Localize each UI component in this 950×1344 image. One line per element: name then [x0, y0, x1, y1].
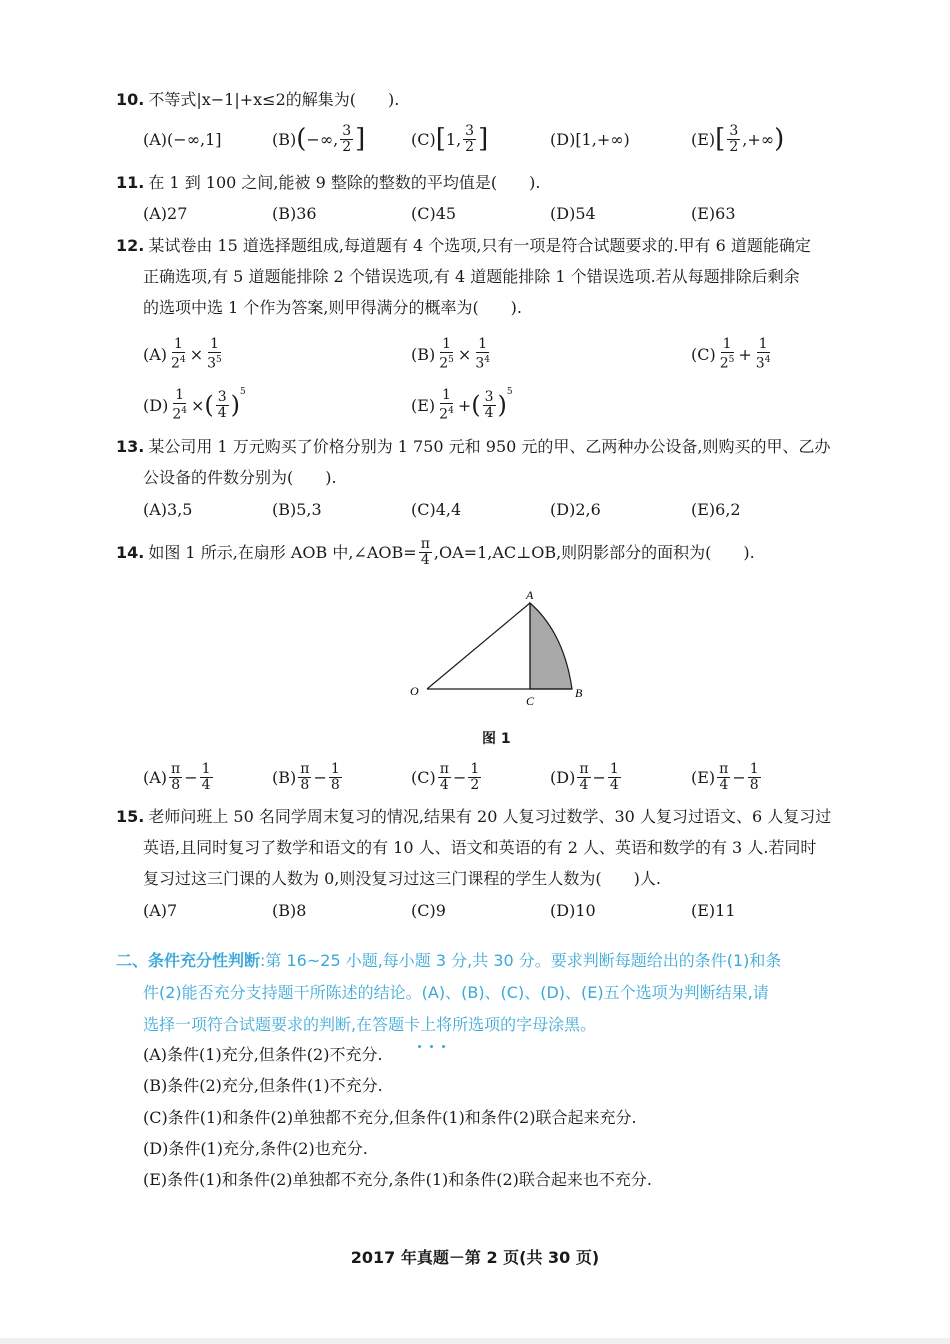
fraction — [169, 337, 188, 372]
option-e: (E)63 — [691, 203, 736, 223]
denominator: 4 — [201, 776, 211, 793]
fraction — [748, 762, 761, 793]
base: 2 — [719, 355, 729, 372]
option-a: (A)(−∞,1] — [143, 129, 222, 149]
fraction — [577, 762, 590, 793]
fraction — [463, 124, 476, 155]
question-line: 某试卷由 15 道选择题组成,每道题有 4 个选项,只有一项是符合试题要求的.甲有 6 道题能确定 — [148, 236, 811, 255]
option-label: (B) — [411, 344, 436, 364]
numerator: 1 — [201, 760, 211, 777]
question-number: 15. — [116, 807, 145, 826]
numerator: 1 — [173, 335, 183, 352]
operator: + — [457, 395, 472, 415]
page-bottom-edge — [0, 1338, 950, 1344]
fraction — [473, 337, 492, 372]
question-10-options — [143, 122, 883, 156]
exponent: 4 — [484, 354, 490, 365]
numerator: 1 — [442, 335, 452, 352]
section-2-instructions — [116, 945, 886, 1041]
option-label: (B) — [272, 129, 297, 149]
denominator: 8 — [749, 776, 759, 793]
option-c — [411, 122, 488, 156]
label-a: A — [526, 588, 534, 602]
question-line: 英语,且同时复习了数学和语文的有 10 人、语文和英语的有 2 人、英语和数学的有 3 人.若同时 — [143, 838, 817, 857]
question-14 — [116, 534, 886, 570]
option-b: (B)5,3 — [272, 499, 322, 519]
numerator: 1 — [758, 335, 768, 352]
option-label: (A) — [143, 344, 168, 364]
exponent: 4 — [764, 354, 771, 365]
operator: × — [190, 395, 205, 415]
paren: ) — [497, 391, 507, 419]
question-number: 10. — [116, 90, 145, 109]
base: 3 — [475, 355, 485, 372]
bracket: ) — [774, 124, 785, 154]
fraction — [717, 762, 730, 793]
question-line: 正确选项,有 5 道题能排除 2 个错误选项,有 4 道题能排除 1 个错误选项.若从每题排除后剩余 — [143, 267, 800, 286]
condition-e: (E)条件(1)和条件(2)单独都不充分,条件(1)和条件(2)联合起来也不充分. — [143, 1170, 652, 1189]
base: 3 — [207, 355, 217, 372]
denominator: 2 — [465, 138, 475, 155]
label-b: B — [575, 686, 583, 700]
numerator: 1 — [609, 760, 619, 777]
denominator — [718, 353, 737, 372]
operator: − — [452, 767, 467, 787]
option-label: (B) — [272, 767, 297, 787]
fraction — [340, 124, 353, 155]
fraction — [727, 124, 740, 155]
question-13 — [116, 431, 886, 493]
operator: − — [184, 767, 198, 787]
question-number: 11. — [116, 173, 145, 192]
denominator: 4 — [420, 551, 430, 568]
question-12 — [116, 230, 886, 323]
condition-b: (B)条件(2)充分,但条件(1)不充分. — [143, 1076, 383, 1095]
base: 2 — [439, 406, 449, 423]
question-line: 公设备的件数分别为( ). — [143, 468, 337, 487]
option-label: (C) — [411, 129, 436, 149]
question-stem-post: ,OA=1,AC⊥OB,则阴影部分的面积为( ). — [433, 542, 755, 562]
fraction — [169, 762, 182, 793]
question-number: 14. — [116, 542, 145, 562]
option-e — [691, 122, 784, 156]
denominator: 8 — [300, 776, 310, 793]
question-14-options — [143, 757, 883, 797]
option-d — [550, 757, 623, 797]
option-label: (E) — [411, 395, 436, 415]
exponent: 5 — [240, 387, 246, 397]
fraction — [468, 762, 481, 793]
option-b — [411, 334, 494, 374]
denominator: 4 — [579, 776, 589, 793]
paren: ) — [230, 391, 241, 419]
exponent: 5 — [506, 387, 513, 397]
option-label: (E) — [691, 129, 716, 149]
question-11-options — [143, 196, 883, 230]
question-number: 13. — [116, 437, 145, 456]
section-title: 二、条件充分性判断 — [116, 951, 261, 970]
question-15 — [116, 801, 886, 894]
option-b — [272, 122, 365, 156]
option-c: (C)9 — [411, 900, 446, 920]
option-a — [143, 334, 226, 374]
bracket: ] — [478, 124, 489, 154]
numerator: 1 — [175, 386, 185, 403]
fraction — [483, 390, 496, 421]
bracket: [ — [435, 124, 446, 154]
numerator: π — [719, 760, 729, 777]
fraction — [205, 337, 224, 372]
bracket: ] — [355, 124, 366, 154]
option-b: (B)36 — [272, 203, 317, 223]
numerator: π — [420, 535, 430, 552]
operator: × — [457, 344, 472, 364]
exponent: 4 — [179, 354, 186, 365]
numerator: 1 — [442, 386, 451, 403]
base: 3 — [755, 355, 765, 372]
numerator: π — [439, 760, 449, 777]
fraction — [718, 337, 737, 372]
figure-1-sector — [400, 585, 600, 715]
option-c — [691, 334, 774, 374]
shaded-region — [530, 603, 572, 689]
numerator: 3 — [484, 388, 494, 405]
base: 2 — [439, 355, 449, 372]
denominator: 4 — [439, 776, 449, 793]
figure-caption: 图 1 — [482, 731, 511, 747]
emphasis-dots — [418, 1033, 458, 1039]
option-a — [143, 757, 215, 797]
question-15-options — [143, 893, 883, 927]
segment-oa — [427, 603, 530, 689]
option-label: (E) — [691, 767, 716, 787]
condition-a: (A)条件(1)充分,但条件(2)不充分. — [143, 1045, 383, 1064]
option-d: (D)2,6 — [550, 499, 601, 519]
question-line: 复习过这三门课的人数为 0,则没复习过这三门课程的学生人数为( )人. — [143, 869, 661, 888]
denominator: 2 — [342, 138, 352, 155]
fraction — [298, 762, 311, 793]
bracket: [ — [715, 124, 726, 154]
option-label: (C) — [411, 767, 436, 787]
fraction — [216, 390, 229, 421]
question-stem-pre: 如图 1 所示,在扇形 AOB 中,∠AOB= — [148, 542, 417, 562]
denominator: 4 — [484, 404, 494, 421]
denominator — [169, 353, 188, 372]
section-line: :第 16~25 小题,每小题 3 分,共 30 分。要求判断每题给出的条件(1)和条 — [260, 951, 782, 970]
option-a: (A)7 — [143, 900, 178, 920]
numerator: 1 — [330, 760, 340, 777]
option-e: (E)11 — [691, 900, 736, 920]
numerator: 3 — [729, 122, 739, 139]
fraction — [200, 762, 213, 793]
denominator — [437, 404, 456, 423]
option-d — [143, 385, 246, 425]
option-e: (E)6,2 — [691, 499, 741, 519]
question-stem: 不等式|x−1|+x≤2的解集为( ). — [148, 90, 400, 109]
question-11 — [116, 167, 886, 198]
numerator: π — [579, 760, 589, 777]
base: 2 — [171, 355, 180, 372]
fraction — [419, 537, 432, 568]
option-a: (A)3,5 — [143, 499, 193, 519]
bracket: ( — [296, 124, 307, 154]
operator: − — [592, 767, 606, 787]
section-line: 件(2)能否充分支持题干所陈述的结论。(A)、(B)、(C)、(D)、(E)五个选项为判断结果,请 — [143, 983, 769, 1002]
exponent: 4 — [448, 405, 454, 416]
numerator: 1 — [478, 335, 488, 352]
exponent: 5 — [448, 354, 454, 365]
exponent: 5 — [216, 354, 222, 365]
question-line: 老师问班上 50 名同学周末复习的情况,结果有 20 人复习过数学、30 人复习过语文、6 人复习过 — [148, 807, 832, 826]
option-d: (D)10 — [550, 900, 596, 920]
page-footer: 2017 年真题－第 2 页(共 30 页) — [350, 1248, 600, 1267]
denominator: 4 — [719, 776, 729, 793]
option-label: (A) — [143, 767, 168, 787]
exponent: 4 — [181, 405, 187, 416]
numerator: 3 — [465, 122, 475, 139]
numerator: π — [300, 760, 310, 777]
condition-d: (D)条件(1)充分,条件(2)也充分. — [143, 1139, 368, 1158]
denominator — [473, 353, 492, 372]
option-a: (A)27 — [143, 203, 188, 223]
question-10 — [116, 84, 886, 115]
numerator: 3 — [217, 388, 227, 405]
option-text: −∞, — [306, 129, 339, 149]
option-c: (C)45 — [411, 203, 457, 223]
paren: ( — [204, 391, 214, 419]
question-line: 某公司用 1 万元购买了价格分别为 1 750 元和 950 元的甲、乙两种办公设备,则购买的甲、乙办 — [148, 437, 831, 456]
fraction — [608, 762, 621, 793]
denominator — [205, 353, 224, 372]
question-number: 12. — [116, 236, 145, 255]
numerator: 3 — [342, 122, 352, 139]
numerator: 1 — [209, 335, 219, 352]
denominator: 8 — [330, 776, 340, 793]
option-text: ,+∞ — [742, 129, 775, 149]
option-c — [411, 757, 483, 797]
label-c: C — [526, 694, 535, 708]
numerator: 1 — [722, 335, 732, 352]
operator: − — [732, 767, 746, 787]
fraction — [438, 762, 451, 793]
condition-c: (C)条件(1)和条件(2)单独都不充分,但条件(1)和条件(2)联合起来充分. — [143, 1108, 637, 1127]
denominator: 8 — [171, 776, 181, 793]
option-c: (C)4,4 — [411, 499, 462, 519]
base: 2 — [172, 406, 182, 423]
question-12-options-row2 — [143, 385, 883, 425]
option-label: (D) — [143, 395, 169, 415]
denominator — [437, 353, 456, 372]
fraction — [754, 337, 773, 372]
paren: ( — [471, 391, 481, 419]
denominator — [754, 353, 773, 372]
option-b: (B)8 — [272, 900, 307, 920]
operator: × — [189, 344, 204, 364]
denominator: 4 — [609, 776, 619, 793]
denominator: 2 — [470, 776, 480, 793]
denominator: 4 — [217, 404, 227, 421]
section-line: 选择一项符合试题要求的判断,在答题卡上将所选项的字母涂黑。 — [143, 1015, 597, 1034]
fraction — [329, 762, 342, 793]
numerator: π — [171, 760, 181, 777]
denominator — [170, 404, 189, 423]
question-13-options — [143, 492, 883, 526]
question-12-options-row1 — [143, 334, 883, 374]
option-text: 1, — [445, 129, 462, 149]
operator: − — [313, 767, 327, 787]
denominator: 2 — [729, 138, 739, 155]
option-b — [272, 757, 344, 797]
option-d: (D)54 — [550, 203, 596, 223]
label-o: O — [410, 684, 419, 698]
question-stem: 在 1 到 100 之间,能被 9 整除的整数的平均值是( ). — [148, 173, 541, 192]
question-line: 的选项中选 1 个作为答案,则甲得满分的概率为( ). — [143, 298, 523, 317]
exponent: 5 — [728, 354, 735, 365]
fraction — [170, 388, 189, 423]
fraction — [437, 388, 456, 423]
option-e — [411, 385, 513, 425]
option-e — [691, 757, 763, 797]
fraction — [437, 337, 456, 372]
numerator: 1 — [470, 760, 480, 777]
option-d: (D)[1,+∞) — [550, 129, 630, 149]
option-label: (C) — [691, 344, 716, 364]
option-label: (D) — [550, 767, 576, 787]
numerator: 1 — [749, 760, 759, 777]
operator: + — [738, 344, 752, 364]
